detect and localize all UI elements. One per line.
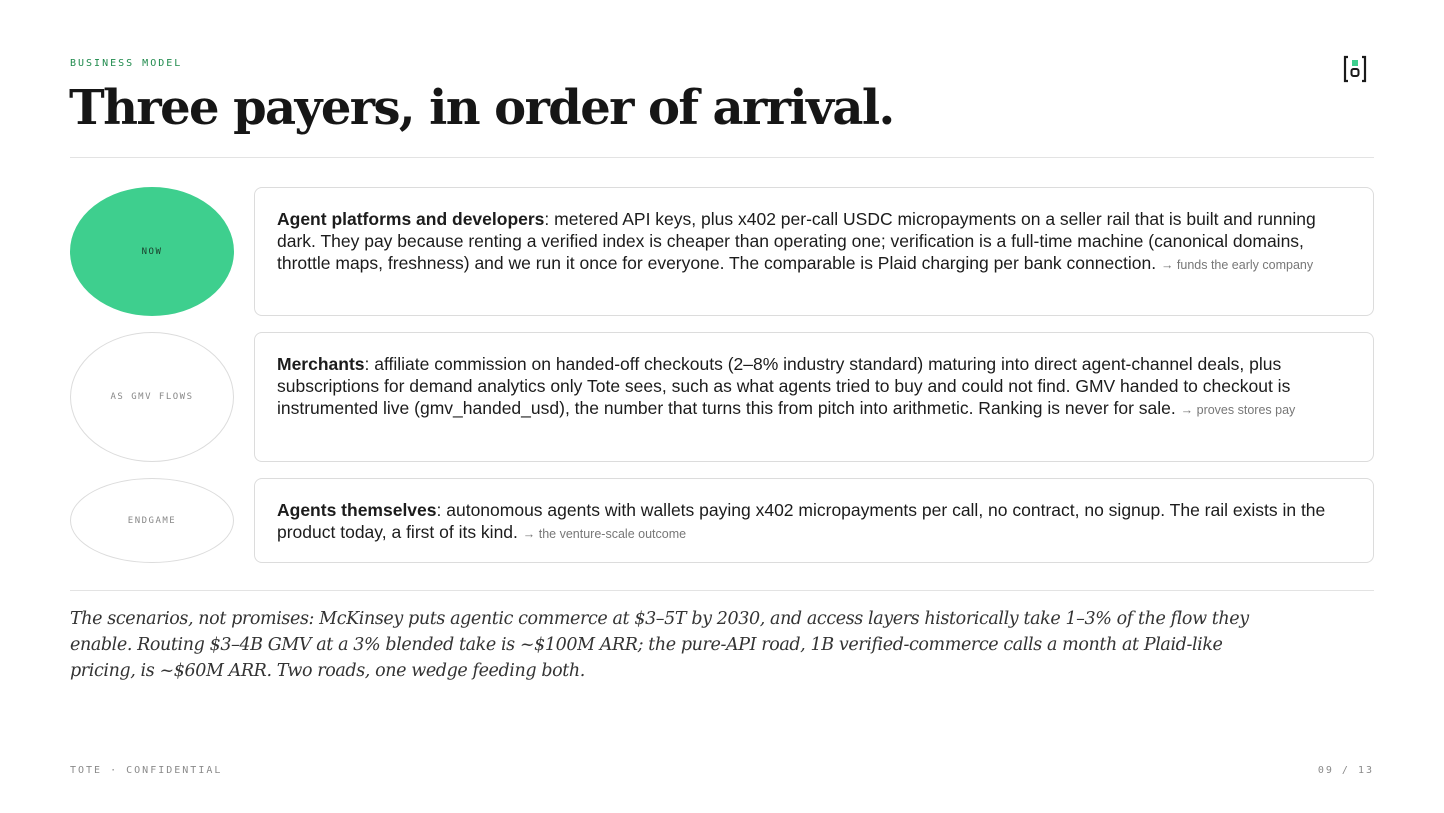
footer-confidential: TOTE · CONFIDENTIAL <box>70 765 223 776</box>
tier-card <box>254 478 1374 563</box>
payer-name: Agents themselves <box>277 500 437 520</box>
tier-row-now <box>70 187 1374 316</box>
tote-logo-icon <box>1343 55 1367 83</box>
divider <box>70 157 1374 158</box>
stage-pill: AS GMV FLOWS <box>70 332 234 462</box>
payer-name: Merchants <box>277 354 365 374</box>
payer-description: : autonomous agents with wallets paying x402 micropayments per call, no contract, no signup. The rail exists in the product today, a first of its kind. <box>277 500 1326 542</box>
tier-row-endgame <box>70 478 1374 563</box>
divider <box>70 590 1374 591</box>
payer-name: Agent platforms and developers <box>277 209 545 229</box>
payer-description: : metered API keys, plus x402 per-call USDC micropayments on a seller rail that is built and running dark. They pay because renting a verified index is cheaper than operating one; verification is a full-time machine (canonical domains, throttle maps, freshness) and we run it once for everyone. The comparable is Plaid charging per bank connection. <box>277 209 1316 273</box>
page-number: 09 / 13 <box>1317 765 1374 776</box>
outcome-note: → the venture-scale outcome <box>522 527 687 541</box>
outcome-note: → funds the early company <box>1160 258 1314 272</box>
payer-description: : affiliate commission on handed-off checkouts (2–8% industry standard) maturing into direct agent-channel deals, plus subscriptions for demand analytics only Tote sees, such as what agents tried to buy and could not find. GMV handed to checkout is instrumented live (gmv_handed_usd), the number that turns this from pitch into arithmetic. Ranking is never for sale. <box>277 354 1291 418</box>
tier-card <box>254 332 1374 462</box>
closing-scenarios: The scenarios, not promises: McKinsey puts agentic commerce at $3–5T by 2030, and access layers historically take 1–3% of the flow they enable. Routing $3–4B GMV at a 3% blended take is ~$100M ARR; the pure-API road, 1B verified-commerce calls a month at Plaid-like pricing, is ~$60M ARR. Two roads, one wedge feeding both. <box>70 609 1249 681</box>
tier-row-gmv <box>70 332 1374 462</box>
page-title: Three payers, in order of arrival. <box>69 80 894 136</box>
stage-pill: NOW <box>70 187 234 316</box>
stage-pill: ENDGAME <box>70 478 234 563</box>
tier-card <box>254 187 1374 316</box>
outcome-note: → proves stores pay <box>1180 403 1296 417</box>
section-eyebrow: BUSINESS MODEL <box>70 58 183 69</box>
